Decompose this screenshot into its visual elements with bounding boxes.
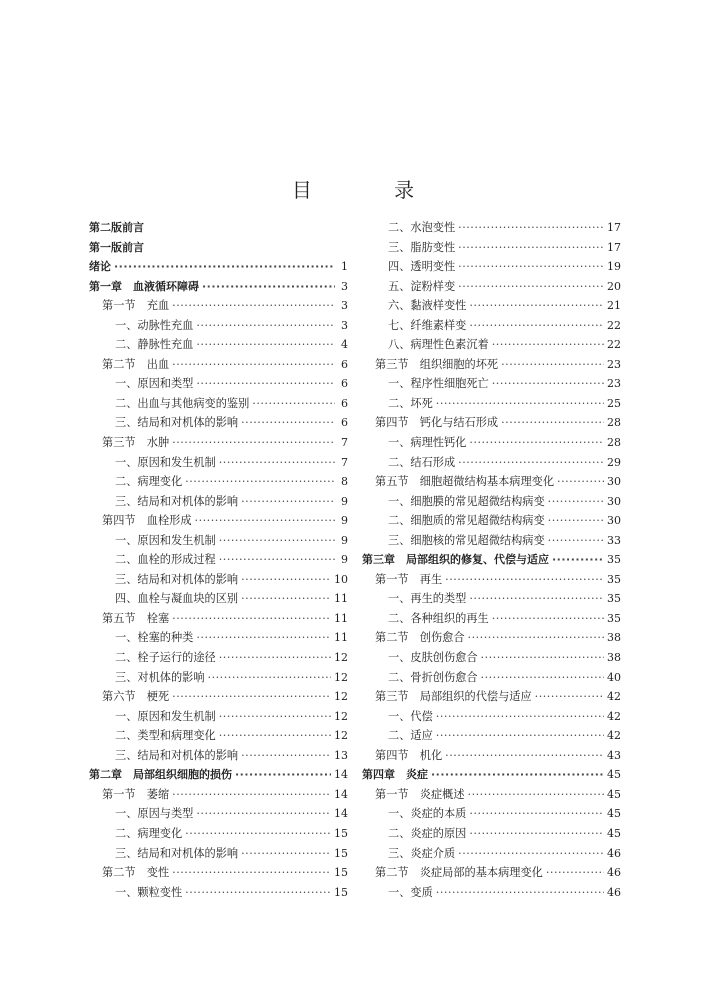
dot-leader	[469, 316, 604, 336]
toc-entry-label: 一、病理性钙化	[388, 436, 467, 450]
toc-entry-label: 第二节 变性	[102, 866, 170, 880]
toc-entry-label: 三、结局和对机体的影响	[115, 572, 239, 586]
toc-entry	[362, 316, 621, 336]
dot-leader	[458, 844, 604, 864]
toc-entry	[362, 277, 621, 297]
toc-entry-page: 15	[334, 885, 348, 899]
toc-entry	[89, 746, 348, 766]
toc-entry-label: 第二节 出血	[102, 357, 170, 371]
toc-entry	[362, 433, 621, 453]
toc-entry	[89, 355, 348, 375]
toc-entry-page: 6	[341, 357, 348, 371]
toc-entry	[89, 628, 348, 648]
toc-entry-page: 35	[607, 553, 621, 567]
toc-entry	[89, 804, 348, 824]
toc-entry-page: 15	[334, 866, 348, 880]
toc-entry-page: 22	[607, 318, 621, 332]
toc-entry	[89, 316, 348, 336]
toc-entry	[89, 550, 348, 570]
toc-entry-page: 23	[607, 357, 621, 371]
dot-leader	[535, 687, 604, 707]
dot-leader	[548, 531, 604, 551]
toc-entry-page: 7	[341, 455, 348, 469]
toc-entry	[362, 726, 621, 746]
toc-entry-label: 二、炎症的原因	[388, 826, 467, 840]
toc-entry	[362, 785, 621, 805]
toc-entry	[362, 804, 621, 824]
dot-leader	[492, 374, 604, 394]
toc-entry	[362, 238, 621, 258]
toc-entry-page: 45	[607, 768, 621, 782]
toc-entry	[89, 433, 348, 453]
toc-entry	[89, 765, 348, 785]
toc-entry-label: 一、颗粒变性	[115, 885, 183, 899]
toc-entry	[362, 609, 621, 629]
dot-leader	[196, 316, 335, 336]
toc-entry-label: 一、代偿	[388, 709, 433, 723]
toc-entry-label: 第一章 血液循环障碍	[89, 279, 199, 293]
toc-entry-label: 二、血栓的形成过程	[115, 553, 216, 567]
toc-entry-label: 一、动脉性充血	[115, 318, 194, 332]
toc-entry-page: 35	[607, 572, 621, 586]
dot-leader	[219, 707, 331, 727]
toc-entry-page: 45	[607, 807, 621, 821]
toc-entry-page: 12	[334, 690, 348, 704]
toc-entry-page: 35	[607, 592, 621, 606]
dot-leader	[185, 883, 331, 903]
dot-leader	[436, 726, 604, 746]
toc-entry-page: 42	[607, 690, 621, 704]
dot-leader	[241, 492, 335, 512]
toc-entry-page: 4	[341, 338, 348, 352]
toc-entry-label: 第一版前言	[89, 240, 144, 254]
toc-entry-label: 三、对机体的影响	[115, 670, 205, 684]
toc-entry-page: 15	[334, 826, 348, 840]
toc-entry-label: 一、原因和类型	[115, 377, 194, 391]
toc-entry	[89, 394, 348, 414]
toc-entry-label: 第四章 炎症	[362, 768, 428, 782]
toc-entry-label: 二、骨折创伤愈合	[388, 670, 478, 684]
toc-entry	[362, 335, 621, 355]
toc-entry-page: 28	[607, 416, 621, 430]
dot-leader	[548, 492, 604, 512]
toc-entry-label: 二、坏死	[388, 396, 433, 410]
toc-entry-page: 46	[607, 846, 621, 860]
toc-entry-label: 七、纤维素样变	[388, 318, 467, 332]
toc-entry-label: 第三节 水肿	[102, 436, 170, 450]
toc-entry	[89, 296, 348, 316]
toc-entry-label: 一、炎症的本质	[388, 807, 467, 821]
toc-entry-label: 二、水泡变性	[388, 221, 456, 234]
dot-leader	[458, 257, 604, 277]
dot-leader	[172, 687, 331, 707]
toc-entry	[362, 511, 621, 531]
toc-entry	[362, 257, 621, 277]
toc-entry	[362, 707, 621, 727]
toc-entry-page: 40	[607, 670, 621, 684]
toc-entry	[362, 648, 621, 668]
toc-entry	[89, 726, 348, 746]
toc-entry-page: 14	[334, 768, 348, 782]
toc-entry	[89, 648, 348, 668]
dot-leader	[172, 609, 331, 629]
toc-entry	[89, 218, 348, 238]
toc-entry-page: 38	[607, 651, 621, 665]
dot-leader	[241, 413, 335, 433]
toc-entry-page: 23	[607, 377, 621, 391]
toc-entry-page: 28	[607, 436, 621, 450]
toc-entry	[362, 492, 621, 512]
toc-entry	[362, 550, 621, 570]
toc-entry-label: 第一节 再生	[375, 572, 443, 586]
toc-entry-label: 四、透明变性	[388, 260, 456, 274]
toc-entry-label: 第一节 充血	[102, 299, 170, 313]
toc-entry-page: 11	[334, 592, 348, 606]
dot-leader	[501, 355, 604, 375]
toc-column-right	[362, 218, 621, 902]
toc-entry-page: 29	[607, 455, 621, 469]
dot-leader	[196, 804, 331, 824]
toc-entry	[362, 531, 621, 551]
toc-entry-label: 三、炎症介质	[388, 846, 456, 860]
toc-entry-label: 一、原因和发生机制	[115, 709, 216, 723]
dot-leader	[172, 785, 331, 805]
toc-entry-page: 11	[334, 611, 348, 625]
dot-leader	[219, 726, 331, 746]
toc-entry-label: 第五节 细胞超微结构基本病理变化	[375, 475, 555, 489]
dot-leader	[436, 707, 604, 727]
toc-entry	[89, 492, 348, 512]
dot-leader	[557, 472, 604, 492]
toc-entry-label: 二、病理变化	[115, 826, 183, 840]
toc-entry	[362, 628, 621, 648]
toc-entry-label: 第五节 栓塞	[102, 611, 170, 625]
dot-leader	[469, 589, 604, 609]
toc-entry-page: 45	[607, 826, 621, 840]
toc-entry-page: 7	[341, 436, 348, 450]
toc-entry-page: 19	[607, 260, 621, 274]
toc-entry-label: 第三节 局部组织的代偿与适应	[375, 690, 532, 704]
toc-entry	[89, 453, 348, 473]
toc-entry-label: 二、细胞质的常见超微结构病变	[388, 514, 545, 528]
page-title: 目 录	[291, 178, 453, 202]
dot-leader	[219, 531, 335, 551]
toc-column-left	[89, 218, 348, 902]
toc-entry	[89, 257, 348, 277]
dot-leader	[196, 335, 335, 355]
toc-entry	[89, 883, 348, 903]
toc-entry-label: 三、结局和对机体的影响	[115, 494, 239, 508]
toc-entry-page: 21	[607, 299, 621, 313]
dot-leader	[492, 335, 604, 355]
toc-entry-label: 一、再生的类型	[388, 592, 467, 606]
toc-entry-label: 一、原因和发生机制	[115, 533, 216, 547]
toc-entry-page: 17	[607, 240, 621, 254]
dot-leader	[219, 550, 335, 570]
toc-entry-label: 第四节 钙化与结石形成	[375, 416, 499, 430]
toc-entry-page: 33	[607, 533, 621, 547]
toc-entry-page: 12	[334, 729, 348, 743]
toc-entry-label: 三、结局和对机体的影响	[115, 846, 239, 860]
toc-entry	[89, 609, 348, 629]
dot-leader	[202, 277, 335, 297]
toc-entry-page: 9	[341, 553, 348, 567]
toc-entry-page: 3	[341, 279, 348, 293]
toc-entry-page: 12	[334, 651, 348, 665]
toc-entry-page: 9	[341, 533, 348, 547]
dot-leader	[468, 785, 604, 805]
toc-entry-page: 30	[607, 475, 621, 489]
toc-entry-page: 45	[607, 787, 621, 801]
toc-entry-label: 一、栓塞的种类	[115, 631, 194, 645]
dot-leader	[468, 628, 604, 648]
toc-entry	[362, 355, 621, 375]
toc-entry	[89, 531, 348, 551]
toc-entry	[362, 589, 621, 609]
toc-entry-page: 35	[607, 611, 621, 625]
dot-leader	[241, 589, 331, 609]
toc-entry	[89, 511, 348, 531]
dot-leader	[501, 413, 604, 433]
toc-entry-page: 12	[334, 709, 348, 723]
toc-entry-label: 绪论	[89, 260, 111, 274]
toc-entry-page: 6	[341, 396, 348, 410]
dot-leader	[172, 355, 335, 375]
toc-entry-page: 3	[341, 318, 348, 332]
toc-entry-label: 一、程序性细胞死亡	[388, 377, 489, 391]
dot-leader	[172, 433, 335, 453]
toc-entry-page: 13	[334, 748, 348, 762]
toc-entry	[362, 883, 621, 903]
dot-leader	[436, 394, 604, 414]
toc-entry-label: 三、结局和对机体的影响	[115, 748, 239, 762]
dot-leader	[445, 746, 604, 766]
toc-entry-page: 1	[341, 260, 348, 274]
dot-leader	[552, 550, 604, 570]
dot-leader	[546, 863, 604, 883]
toc-entry-page: 8	[341, 475, 348, 489]
toc-entry-page: 14	[334, 807, 348, 821]
dot-leader	[469, 433, 604, 453]
toc-entry-page: 14	[334, 787, 348, 801]
toc-entry-label: 八、病理性色素沉着	[388, 338, 489, 352]
toc-entry-page: 46	[607, 885, 621, 899]
dot-leader	[185, 824, 331, 844]
toc-entry-label: 第六节 梗死	[102, 690, 170, 704]
dot-leader	[481, 668, 604, 688]
toc-entry	[89, 844, 348, 864]
toc-entry-page: 30	[607, 514, 621, 528]
dot-leader	[196, 374, 335, 394]
toc-entry	[89, 589, 348, 609]
toc-entry-label: 二、各种组织的再生	[388, 611, 489, 625]
toc-entry-page: 38	[607, 631, 621, 645]
toc-entry-label: 第四节 血栓形成	[102, 514, 192, 528]
toc-entry-label: 一、细胞膜的常见超微结构病变	[388, 494, 545, 508]
toc-entry-label: 第三节 组织细胞的坏死	[375, 357, 499, 371]
dot-leader	[445, 570, 604, 590]
toc-entry-label: 第二章 局部组织细胞的损伤	[89, 768, 232, 782]
toc-entry-label: 一、原因和发生机制	[115, 455, 216, 469]
toc-entry	[362, 296, 621, 316]
toc-entry-page: 10	[334, 572, 348, 586]
toc-entry	[89, 668, 348, 688]
toc-entry	[362, 765, 621, 785]
toc-entry-page: 9	[341, 494, 348, 508]
dot-leader	[469, 296, 604, 316]
toc-entry	[89, 335, 348, 355]
toc-entry	[362, 824, 621, 844]
dot-leader	[458, 238, 604, 258]
toc-entry-label: 一、原因与类型	[115, 807, 194, 821]
toc-entry	[89, 238, 348, 258]
toc-entry-label: 二、出血与其他病变的鉴别	[115, 396, 250, 410]
toc-entry	[89, 707, 348, 727]
toc-entry-label: 第二节 创伤愈合	[375, 631, 465, 645]
toc-entry-label: 三、细胞核的常见超微结构病变	[388, 533, 545, 547]
toc-entry-label: 二、结石形成	[388, 455, 456, 469]
dot-leader	[436, 883, 604, 903]
toc-entry-label: 二、栓子运行的途径	[115, 651, 216, 665]
toc-entry-label: 四、血栓与凝血块的区别	[115, 592, 239, 606]
toc-entry	[362, 472, 621, 492]
toc-entry-label: 一、变质	[388, 885, 433, 899]
toc-entry-page: 42	[607, 729, 621, 743]
toc-entry	[362, 413, 621, 433]
toc-entry-page: 30	[607, 494, 621, 508]
dot-leader	[219, 648, 331, 668]
toc-entry	[89, 374, 348, 394]
toc-entry-page: 43	[607, 748, 621, 762]
dot-leader	[172, 863, 331, 883]
dot-leader	[492, 609, 604, 629]
toc-entry	[89, 277, 348, 297]
dot-leader	[208, 668, 331, 688]
toc-entry-label: 三、结局和对机体的影响	[115, 416, 239, 430]
dot-leader	[219, 453, 335, 473]
toc-entry-page: 12	[334, 670, 348, 684]
dot-leader	[185, 472, 335, 492]
toc-entry-label: 第二版前言	[89, 221, 144, 234]
toc-entry	[89, 863, 348, 883]
dot-leader	[469, 824, 604, 844]
dot-leader	[241, 570, 331, 590]
dot-leader	[458, 453, 604, 473]
toc-entry-page: 6	[341, 416, 348, 430]
toc-entry-label: 五、淀粉样变	[388, 279, 456, 293]
toc-entry-page: 15	[334, 846, 348, 860]
dot-leader	[431, 765, 604, 785]
toc-entry-label: 二、类型和病理变化	[115, 729, 216, 743]
toc-entry	[362, 746, 621, 766]
toc-entry-label: 第一节 萎缩	[102, 787, 170, 801]
toc-entry	[362, 844, 621, 864]
dot-leader	[252, 394, 335, 414]
toc-entry	[362, 394, 621, 414]
toc-entry-page: 22	[607, 338, 621, 352]
toc-entry-label: 二、适应	[388, 729, 433, 743]
toc-entry	[89, 785, 348, 805]
toc-entry-page: 6	[341, 377, 348, 391]
toc-entry	[362, 374, 621, 394]
dot-leader	[235, 765, 331, 785]
dot-leader	[195, 511, 335, 531]
toc-entry	[89, 570, 348, 590]
dot-leader	[469, 804, 604, 824]
toc-entry	[362, 687, 621, 707]
toc-entry-page: 20	[607, 279, 621, 293]
toc-entry-label: 二、病理变化	[115, 475, 183, 489]
toc-entry	[89, 472, 348, 492]
toc-entry	[362, 570, 621, 590]
dot-leader	[172, 296, 335, 316]
dot-leader	[241, 746, 331, 766]
dot-leader	[241, 844, 331, 864]
toc-entry-label: 第四节 机化	[375, 748, 443, 762]
toc-entry-label: 第一节 炎症概述	[375, 787, 465, 801]
toc-entry-page: 9	[341, 514, 348, 528]
toc-entry-label: 第三章 局部组织的修复、代偿与适应	[362, 553, 549, 567]
toc-entry	[89, 824, 348, 844]
toc-entry-page: 3	[341, 299, 348, 313]
dot-leader	[114, 257, 335, 277]
dot-leader	[458, 277, 604, 297]
toc-entry	[362, 453, 621, 473]
toc-entry-page: 46	[607, 866, 621, 880]
toc-entry-label: 二、静脉性充血	[115, 338, 194, 352]
toc-entry-label: 六、黏液样变性	[388, 299, 467, 313]
toc-entry	[362, 668, 621, 688]
toc-entry-page: 17	[607, 221, 621, 234]
toc-entry	[362, 218, 621, 238]
toc-entry	[362, 863, 621, 883]
dot-leader	[481, 648, 604, 668]
toc-entry	[89, 687, 348, 707]
toc-entry-label: 第二节 炎症局部的基本病理变化	[375, 866, 543, 880]
dot-leader	[458, 218, 604, 238]
toc-entry	[89, 413, 348, 433]
toc-entry-page: 25	[607, 396, 621, 410]
dot-leader	[196, 628, 331, 648]
toc-entry-label: 一、皮肤创伤愈合	[388, 651, 478, 665]
toc-entry-page: 42	[607, 709, 621, 723]
toc-entry-label: 三、脂肪变性	[388, 240, 456, 254]
toc-entry-page: 11	[334, 631, 348, 645]
dot-leader	[548, 511, 604, 531]
